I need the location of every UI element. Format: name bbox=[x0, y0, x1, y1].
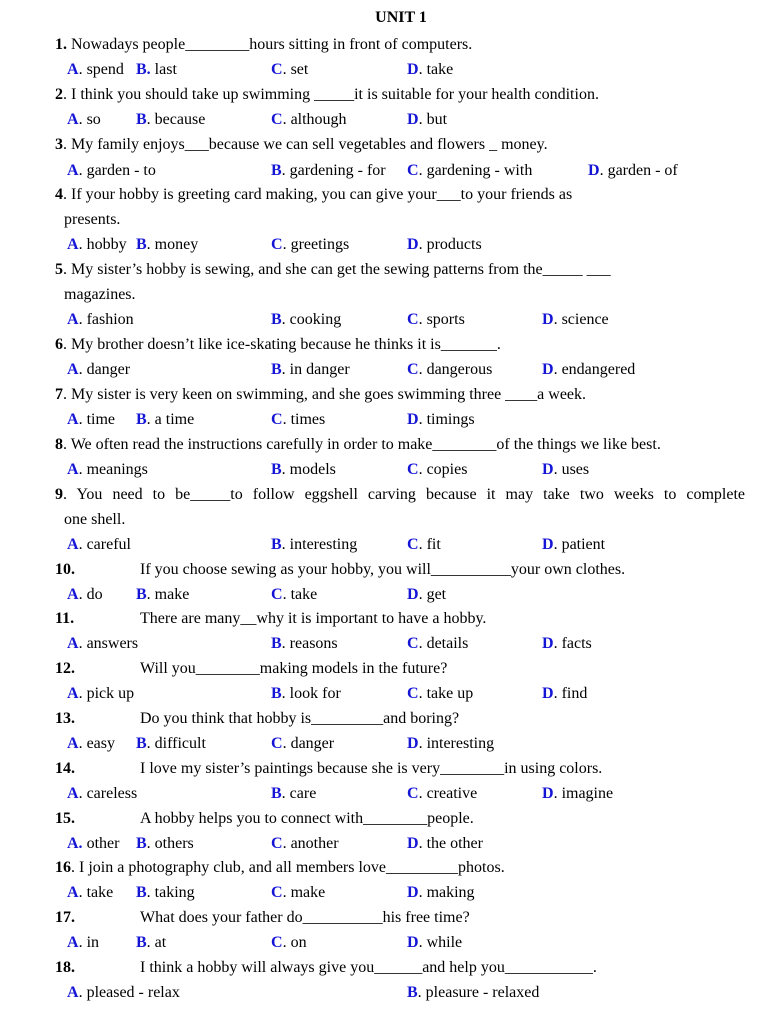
question-5: 5. My sister’s hobby is sewing, and she can get the sewing patterns from the_____ ___ bbox=[55, 261, 611, 278]
option-a[interactable]: A. answers bbox=[67, 635, 139, 652]
question-text: My brother doesn’t like ice-skating because he thinks it is_______. bbox=[71, 336, 501, 353]
question-14 bbox=[55, 759, 602, 779]
question-text: If you choose sewing as your hobby, you will__________your own clothes. bbox=[140, 561, 626, 578]
option-c[interactable]: C. danger bbox=[271, 735, 335, 752]
option-a[interactable]: A. careful bbox=[67, 536, 131, 553]
option-a[interactable]: A. pleased - relax bbox=[67, 984, 180, 1001]
question-text-continued: one shell. bbox=[64, 511, 126, 528]
option-a[interactable]: A. so bbox=[67, 111, 101, 128]
option-b[interactable]: B. interesting bbox=[271, 536, 358, 553]
option-b[interactable]: B. last bbox=[136, 61, 177, 78]
question-text: I think a hobby will always give you______and help you___________. bbox=[140, 959, 597, 976]
option-d[interactable]: D. find bbox=[542, 685, 588, 702]
question-15 bbox=[55, 809, 474, 829]
question-11 bbox=[55, 609, 486, 629]
option-b[interactable]: B. a time bbox=[136, 411, 195, 428]
question-number: 15. bbox=[55, 810, 75, 827]
option-a[interactable]: A. time bbox=[67, 411, 115, 428]
option-a[interactable]: A. careless bbox=[67, 785, 138, 802]
question-17 bbox=[55, 908, 470, 928]
question-number: 11. bbox=[55, 610, 75, 627]
option-d[interactable]: D. uses bbox=[542, 461, 590, 478]
question-text: A hobby helps you to connect with________people. bbox=[140, 810, 474, 827]
question-text: There are many__why it is important to have a hobby. bbox=[140, 610, 487, 627]
question-number: 17. bbox=[55, 909, 75, 926]
option-a[interactable]: A. garden - to bbox=[67, 162, 156, 179]
question-text: My family enjoys___because we can sell vegetables and flowers _ money. bbox=[71, 136, 548, 153]
question-number: 14. bbox=[55, 760, 75, 777]
question-number: 4 bbox=[55, 186, 63, 203]
option-d[interactable]: D. products bbox=[407, 236, 482, 253]
option-b[interactable]: B. in danger bbox=[271, 361, 350, 378]
option-a[interactable]: A. in bbox=[67, 934, 100, 951]
question-10 bbox=[55, 560, 625, 580]
option-b[interactable]: B. pleasure - relaxed bbox=[407, 984, 540, 1001]
question-text: We often read the instructions carefully in order to make________of the things we like best. bbox=[70, 436, 661, 453]
question-6: 6. My brother doesn’t like ice-skating because he thinks it is_______. bbox=[55, 336, 501, 353]
option-c[interactable]: C. dangerous bbox=[407, 361, 493, 378]
question-text: You need to be_____to follow eggshell carving because it may take two weeks to complete bbox=[76, 486, 746, 503]
question-number: 8 bbox=[55, 436, 63, 453]
question-8: 8. We often read the instructions carefully in order to make________of the things we like best. bbox=[55, 436, 661, 453]
question-9: 9. You need to be_____to follow eggshell carving because it may take two weeks to complete bbox=[55, 486, 746, 503]
option-c[interactable]: C. greetings bbox=[271, 236, 350, 253]
question-text: My sister is very keen on swimming, and she goes swimming three ____a week. bbox=[71, 386, 587, 403]
question-number: 3 bbox=[55, 136, 63, 153]
option-d[interactable]: D. endangered bbox=[542, 361, 636, 378]
option-d[interactable]: D. but bbox=[407, 111, 448, 128]
option-c[interactable]: C. creative bbox=[407, 785, 478, 802]
option-d[interactable]: D. patient bbox=[542, 536, 606, 553]
option-d[interactable]: D. timings bbox=[407, 411, 475, 428]
option-c[interactable]: C. set bbox=[271, 61, 309, 78]
question-3: 3. My family enjoys___because we can sell vegetables and flowers _ money. bbox=[55, 136, 548, 153]
question-number: 9 bbox=[55, 486, 63, 503]
option-c[interactable]: C. take up bbox=[407, 685, 474, 702]
question-text-continued: magazines. bbox=[64, 286, 136, 303]
option-a[interactable]: A. do bbox=[67, 586, 103, 603]
question-text: Nowadays people________hours sitting in front of computers. bbox=[71, 36, 473, 53]
option-d[interactable]: D. making bbox=[407, 884, 475, 901]
question-7: 7. My sister is very keen on swimming, and she goes swimming three ____a week. bbox=[55, 386, 587, 403]
option-b[interactable]: B. look for bbox=[271, 685, 341, 702]
option-c[interactable]: C. take bbox=[271, 586, 318, 603]
question-number: 2 bbox=[55, 86, 63, 103]
option-b[interactable]: B. make bbox=[136, 586, 190, 603]
question-text: I join a photography club, and all members love_________photos. bbox=[79, 859, 505, 876]
question-number: 18. bbox=[55, 959, 75, 976]
option-d[interactable]: D. science bbox=[542, 311, 609, 328]
option-a[interactable]: A. fashion bbox=[67, 311, 134, 328]
question-number: 7 bbox=[55, 386, 63, 403]
option-c[interactable]: C. details bbox=[407, 635, 469, 652]
option-b[interactable]: B. reasons bbox=[271, 635, 338, 652]
option-d[interactable]: D. garden - of bbox=[588, 162, 678, 179]
option-c[interactable]: C. gardening - with bbox=[407, 162, 533, 179]
option-a[interactable]: A. easy bbox=[67, 735, 115, 752]
question-4: 4. If your hobby is greeting card making, you can give your___to your friends as bbox=[55, 186, 573, 203]
question-number: 10. bbox=[55, 561, 75, 578]
question-16: 16. I join a photography club, and all members love_________photos. bbox=[55, 859, 505, 876]
question-2: 2. I think you should take up swimming _____it is suitable for your health condition. bbox=[55, 86, 599, 103]
option-a[interactable]: A. meanings bbox=[67, 461, 148, 478]
option-b[interactable]: B. gardening - for bbox=[271, 162, 386, 179]
option-d[interactable]: D. facts bbox=[542, 635, 592, 652]
question-1 bbox=[55, 35, 472, 55]
option-d[interactable]: D. the other bbox=[407, 835, 483, 852]
option-b[interactable]: B. difficult bbox=[136, 735, 206, 752]
option-d[interactable]: D. interesting bbox=[407, 735, 495, 752]
question-text: My sister’s hobby is sewing, and she can get the sewing patterns from the_____ ___ bbox=[71, 261, 611, 278]
option-c[interactable]: C. although bbox=[271, 111, 347, 128]
question-text-continued: presents. bbox=[64, 211, 121, 228]
option-c[interactable]: C. sports bbox=[407, 311, 465, 328]
option-c[interactable]: C. times bbox=[271, 411, 326, 428]
question-number: 1. bbox=[55, 36, 67, 53]
question-13 bbox=[55, 709, 459, 729]
option-a[interactable]: A. take bbox=[67, 884, 114, 901]
option-a[interactable]: A. spend bbox=[67, 61, 124, 78]
option-a[interactable]: A. other bbox=[67, 835, 120, 852]
question-text: If your hobby is greeting card making, you can give your___to your friends as bbox=[71, 186, 573, 203]
option-c[interactable]: C. make bbox=[271, 884, 326, 901]
option-b[interactable]: B. models bbox=[271, 461, 336, 478]
question-text: What does your father do__________his free time? bbox=[140, 909, 470, 926]
option-b[interactable]: B. taking bbox=[136, 884, 195, 901]
question-text: Will you________making models in the future? bbox=[140, 660, 448, 677]
question-18 bbox=[55, 958, 597, 978]
option-b[interactable]: B. at bbox=[136, 934, 167, 951]
question-number: 6 bbox=[55, 336, 63, 353]
option-a[interactable]: A. danger bbox=[67, 361, 131, 378]
option-c[interactable]: C. fit bbox=[407, 536, 441, 553]
option-d[interactable]: D. take bbox=[407, 61, 454, 78]
option-a[interactable]: A. pick up bbox=[67, 685, 135, 702]
question-text: I think you should take up swimming _____it is suitable for your health condition. bbox=[71, 86, 599, 103]
question-number: 13. bbox=[55, 710, 75, 727]
page-title: UNIT 1 bbox=[375, 9, 427, 26]
option-a[interactable]: A. hobby bbox=[67, 236, 127, 253]
option-c[interactable]: C. copies bbox=[407, 461, 468, 478]
option-d[interactable]: D. get bbox=[407, 586, 447, 603]
option-b[interactable]: B. care bbox=[271, 785, 317, 802]
option-b[interactable]: B. cooking bbox=[271, 311, 342, 328]
question-text: I love my sister’s paintings because she is very________in using colors. bbox=[140, 760, 603, 777]
option-c[interactable]: C. on bbox=[271, 934, 307, 951]
question-number: 5 bbox=[55, 261, 63, 278]
question-number: 12. bbox=[55, 660, 75, 677]
question-text: Do you think that hobby is_________and boring? bbox=[140, 710, 460, 727]
option-d[interactable]: D. imagine bbox=[542, 785, 614, 802]
option-b[interactable]: B. money bbox=[136, 236, 199, 253]
option-c[interactable]: C. another bbox=[271, 835, 339, 852]
question-12 bbox=[55, 659, 447, 679]
option-b[interactable]: B. because bbox=[136, 111, 206, 128]
question-number: 16 bbox=[55, 859, 71, 876]
option-b[interactable]: B. others bbox=[136, 835, 194, 852]
option-d[interactable]: D. while bbox=[407, 934, 463, 951]
